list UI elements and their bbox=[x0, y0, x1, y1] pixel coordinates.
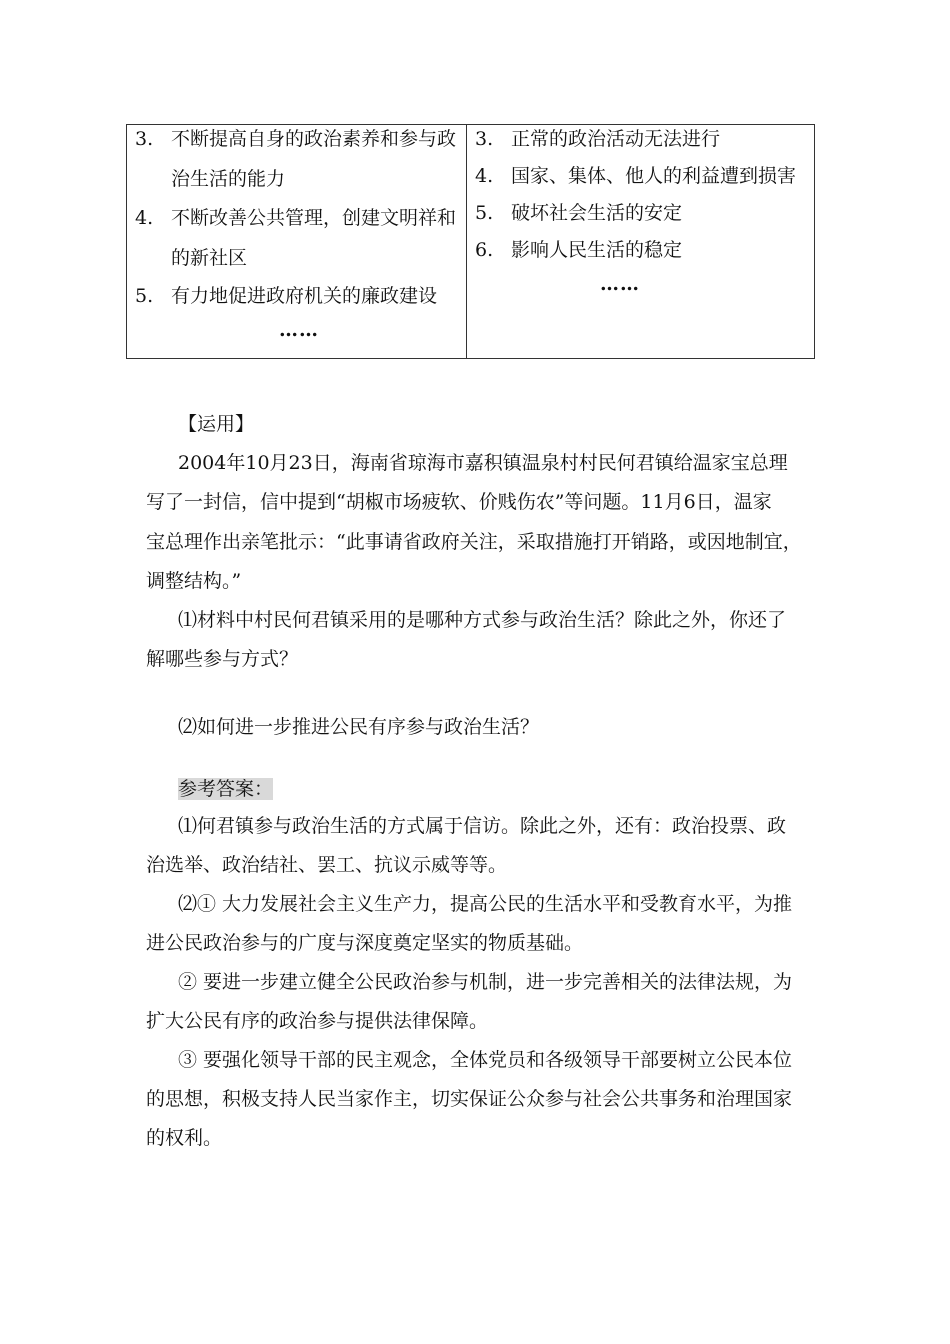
item-number: 5. bbox=[475, 202, 494, 224]
item-number: 4. bbox=[475, 165, 494, 187]
item-text: 影响人民生活的稳定 bbox=[511, 239, 683, 261]
answer-line: 治选举、政治结社、罢工、抗议示威等等。 bbox=[146, 854, 508, 876]
answer-line: 扩大公民有序的政治参与提供法律保障。 bbox=[146, 1010, 489, 1032]
item-number: 4. bbox=[135, 207, 154, 229]
answer-line: ② 要进一步建立健全公民政治参与机制，进一步完善相关的法律法规，为 bbox=[178, 971, 793, 993]
item-number: 3. bbox=[135, 128, 154, 150]
comparison-table bbox=[126, 124, 815, 359]
ellipsis: …… bbox=[600, 273, 640, 295]
answer-line: ⑴何君镇参与政治生活的方式属于信访。除此之外，还有：政治投票、政 bbox=[178, 815, 787, 837]
item-text: 破坏社会生活的安定 bbox=[511, 202, 683, 224]
answer-line: 进公民政治参与的广度与深度奠定坚实的物质基础。 bbox=[146, 932, 584, 954]
item-text: 不断提高自身的政治素养和参与政 bbox=[171, 128, 457, 150]
answer-label-text: 参考答案： bbox=[178, 778, 274, 800]
material-line: 宝总理作出亲笔批示：“此事请省政府关注，采取措施打开销路，或因地制宜， bbox=[146, 531, 802, 553]
question-2: ⑵如何进一步推进公民有序参与政治生活？ bbox=[178, 716, 540, 738]
question-1: ⑴材料中村民何君镇采用的是哪种方式参与政治生活？除此之外，你还了 bbox=[178, 609, 787, 631]
material-line: 2004年10月23日，海南省琼海市嘉积镇温泉村村民何君镇给温家宝总理 bbox=[178, 452, 788, 474]
answer-line: ⑵① 大力发展社会主义生产力，提高公民的生活水平和受教育水平，为推 bbox=[178, 893, 793, 915]
answer-line: ③ 要强化领导干部的民主观念，全体党员和各级领导干部要树立公民本位 bbox=[178, 1049, 793, 1071]
item-number: 3. bbox=[475, 128, 494, 150]
table-right-column bbox=[467, 125, 814, 358]
item-text: 治生活的能力 bbox=[171, 168, 286, 190]
answer-line: 的思想，积极支持人民当家作主，切实保证公众参与社会公共事务和治理国家 bbox=[146, 1088, 793, 1110]
material-line: 调整结构。” bbox=[146, 570, 242, 592]
answer-label bbox=[178, 775, 273, 803]
question-1-cont: 解哪些参与方式？ bbox=[146, 648, 299, 670]
item-number: 6. bbox=[475, 239, 494, 261]
item-text: 不断改善公共管理，创建文明祥和 bbox=[171, 207, 457, 229]
material-line: 写了一封信，信中提到“胡椒市场疲软、价贱伤农”等问题。11月6日，温家 bbox=[146, 491, 772, 513]
ellipsis: …… bbox=[279, 319, 319, 341]
item-text: 正常的政治活动无法进行 bbox=[511, 128, 721, 150]
item-number: 5. bbox=[135, 285, 154, 307]
answer-line: 的权利。 bbox=[146, 1127, 223, 1149]
item-text: 国家、集体、他人的利益遭到损害 bbox=[511, 165, 797, 187]
table-left-column bbox=[127, 125, 467, 358]
section-heading: 【运用】 bbox=[178, 413, 255, 435]
item-text: 的新社区 bbox=[171, 247, 248, 269]
item-text: 有力地促进政府机关的廉政建设 bbox=[171, 285, 438, 307]
